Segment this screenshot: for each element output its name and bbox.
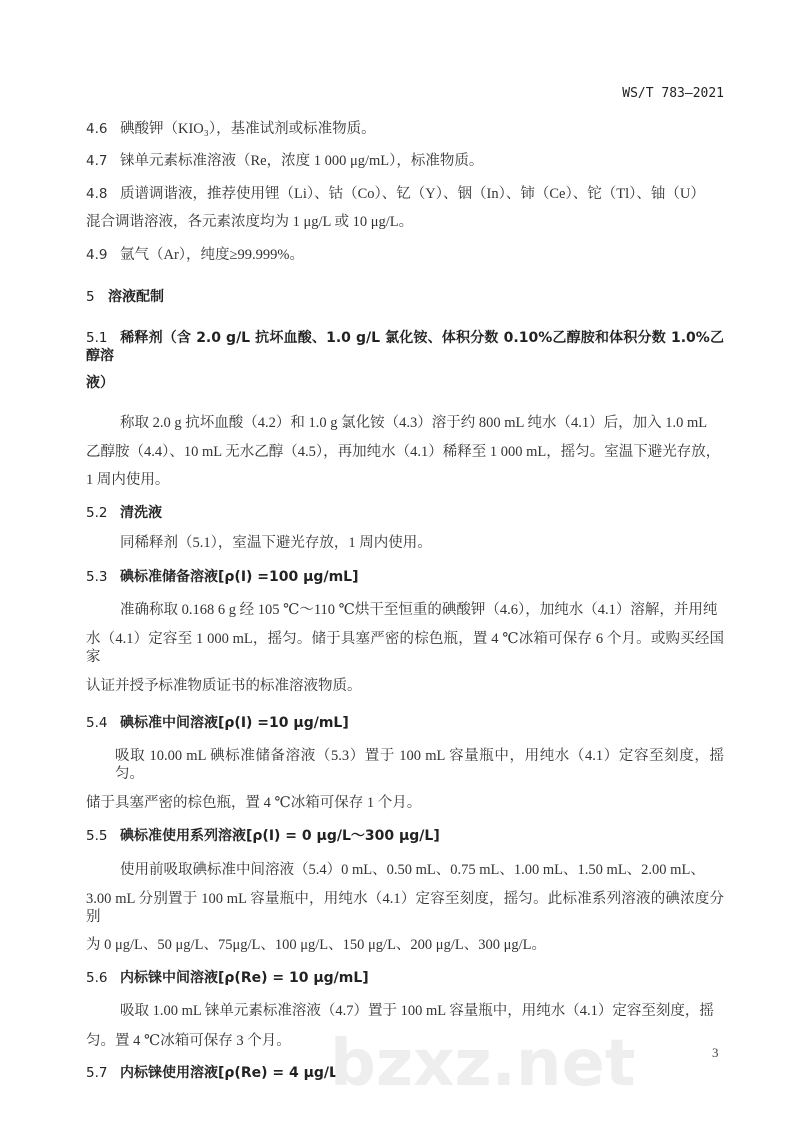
document-code: WS/T 783—2021 <box>622 86 724 101</box>
item-text: 铼单元素标准溶液（Re，浓度 1 000 μg/mL），标准物质。 <box>120 153 484 169</box>
section-number: 5.1 <box>86 330 108 346</box>
heading-5-5 <box>86 827 724 845</box>
item-4-7 <box>86 152 724 170</box>
paragraph-line: 3.00 mL 分别置于 100 mL 容量瓶中，用纯水（4.1）定容至刻度，摇匀。此标准系列溶液的碘浓度分别 <box>86 891 724 925</box>
section-number: 5.4 <box>86 715 108 731</box>
section-title: 碘标准使用系列溶液[ρ(I) = 0 μg/L～300 μg/L] <box>120 828 440 844</box>
paragraph-line: 乙醇胺（4.4）、10 mL 无水乙醇（4.5），再加纯水（4.1）稀释至 1 000 mL，摇匀。室温下避光存放， <box>86 444 721 460</box>
section-number: 5.3 <box>86 569 108 585</box>
item-text: 质谱调谐液，推荐使用锂（Li）、钴（Co）、钇（Y）、铟（In）、铈（Ce）、铊（Tl）、铀（U） <box>120 186 705 202</box>
heading-5-1 <box>86 329 724 365</box>
paragraph-line: 吸取 10.00 mL 碘标准储备溶液（5.3）置于 100 mL 容量瓶中，用纯水（4.1）定容至刻度，摇匀。 <box>115 748 724 782</box>
watermark: bzxz.net <box>330 1027 636 1101</box>
item-4-8 <box>86 185 724 203</box>
paragraph-line: 为 0 μg/L、50 μg/L、75μg/L、100 μg/L、150 μg/L、200 μg/L、300 μg/L。 <box>86 937 546 953</box>
section-title: 碘标准中间溶液[ρ(I) =10 μg/mL] <box>120 715 349 731</box>
section-number: 5.7 <box>86 1065 108 1081</box>
paragraph-line: 称取 2.0 g 抗坏血酸（4.2）和 1.0 g 氯化铵（4.3）溶于约 800 mL 纯水（4.1）后，加入 1.0 mL <box>120 415 708 431</box>
section-title: 内标铼中间溶液[ρ(Re) = 10 μg/mL] <box>120 970 369 986</box>
section-title: 碘标准储备溶液[ρ(I) =100 μg/mL] <box>120 569 359 585</box>
item-4-8-cont: 混合调谐溶液，各元素浓度均为 1 μg/L 或 10 μg/L。 <box>86 214 414 230</box>
page-number: 3 <box>712 1045 719 1060</box>
section-title: 稀释剂（含 2.0 g/L 抗坏血酸、1.0 g/L 氯化铵、体积分数 0.10%乙醇胺和体积分数 1.0%乙醇溶 <box>86 330 724 364</box>
paragraph-line: 1 周内使用。 <box>86 472 170 488</box>
section-title: 内标铼使用溶液[ρ(Re) = 4 μg/L] <box>120 1065 345 1081</box>
section-5-heading <box>86 288 724 306</box>
item-number: 4.8 <box>86 186 108 202</box>
heading-5-2 <box>86 504 724 522</box>
paragraph-line: 使用前吸取碘标准中间溶液（5.4）0 mL、0.50 mL、0.75 mL、1.00 mL、1.50 mL、2.00 mL、 <box>120 862 705 878</box>
heading-5-6 <box>86 969 724 987</box>
item-number: 4.7 <box>86 153 108 169</box>
paragraph-line: 匀。置 4 ℃冰箱可保存 3 个月。 <box>86 1033 291 1049</box>
heading-5-3 <box>86 568 724 586</box>
heading-5-4 <box>86 714 724 732</box>
item-number: 4.9 <box>86 247 108 263</box>
heading-5-1-cont: 液） <box>86 375 114 391</box>
section-number: 5 <box>86 289 95 305</box>
section-number: 5.2 <box>86 505 108 521</box>
item-number: 4.6 <box>86 121 108 137</box>
paragraph-line: 储于具塞严密的棕色瓶，置 4 ℃冰箱可保存 1 个月。 <box>86 795 422 811</box>
paragraph-line: 认证并授予标准物质证书的标准溶液物质。 <box>86 678 362 694</box>
section-number: 5.5 <box>86 828 108 844</box>
section-number: 5.6 <box>86 970 108 986</box>
paragraph-line: 同稀释剂（5.1），室温下避光存放，1 周内使用。 <box>120 535 432 551</box>
paragraph-line: 准确称取 0.168 6 g 经 105 ℃～110 ℃烘干至恒重的碘酸钾（4.6），加纯水（4.1）溶解，并用纯 <box>120 602 718 618</box>
paragraph-line: 吸取 1.00 mL 铼单元素标准溶液（4.7）置于 100 mL 容量瓶中，用纯水（4.1）定容至刻度，摇 <box>120 1003 714 1019</box>
item-4-9 <box>86 246 724 264</box>
item-text: 碘酸钾（KIO₃），基准试剂或标准物质。 <box>120 121 376 137</box>
item-4-6 <box>86 120 724 138</box>
paragraph-line: 水（4.1）定容至 1 000 mL，摇匀。储于具塞严密的棕色瓶，置 4 ℃冰箱可保存 6 个月。或购买经国家 <box>86 631 724 665</box>
section-title: 清洗液 <box>120 505 162 521</box>
section-title: 溶液配制 <box>108 289 164 305</box>
item-text: 氩气（Ar），纯度≥99.999%。 <box>120 247 304 263</box>
document-body <box>86 120 724 1082</box>
